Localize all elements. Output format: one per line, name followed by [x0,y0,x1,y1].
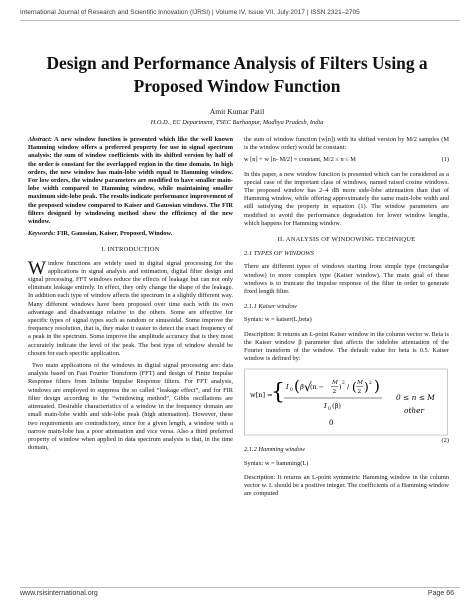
window-sum-paragraph: the sum of window function (w[n]) with its shifted version by M/2 samples (M is the window order) would be constant: [244,136,449,152]
section-heading-introduction: I. INTRODUCTION [101,246,160,254]
section-heading-analysis: II. ANALYSIS OF WINDOWING TECHNIQUE [277,236,416,244]
formula-condition-2: other [404,406,425,416]
formula-paren-open-2: ( [352,380,357,395]
formula-m-num-2: M [357,380,363,387]
formula-big-paren-close: ) [374,377,380,396]
header-divider [20,20,460,21]
formula-i0-bottom-sub: 0 [328,407,331,413]
equation-1-body: w [n] + w [n- M/2] = constant, M/2 ≤ n ≤ M [244,156,356,164]
formula-beta: β [300,383,304,392]
author-name: Amit Kumar Patil [209,107,265,116]
formula-slash: / [347,383,350,392]
right-column [244,136,449,502]
formula-left-brace: { [271,380,285,406]
formula-zero-case: 0 [329,419,334,428]
formula-m-num: M [332,380,338,387]
kaiser-formula [244,367,449,445]
abstract-label: Abstract: [28,136,52,143]
intro-paragraph-2: Two main applications of the windows in digital signal processing are: data analysis based on Fast Fourier Transform (FFT) and design of Finite Impulse Response filters from Infinite Impulse Response filters. For FFT analysis, windows are employed to suppress the so called “leakage effect”, and for FIR filter design according to the “windowing method”, Gibbs oscillations are attenuated. Desirable characteristics of a window in the frequency domain are small main-lobe width and side-lobe peak (high attenuation). However, these two requirements are contradictory, since for a given length, a window with a narrow main-lobe has a poor attenuation and vice versa. Also a third preferred property of window when applied in data spectrum analysis is that, in the time domain, [28,362,233,452]
formula-i0-top-sub: 0 [290,388,293,394]
intro-paragraph-1-text: indow functions are widely used in digital signal processing for the applications in signal analysis and estimation, digital filter design and signal processing. FFT windows reduce the effects of leakage but can not only eliminate leakage entirely. In effect, they only change the shape of the leakage. In addition each type of window affects the spectrum in a slightly different way. Many different windows have been proposed over time each with its own advantage and disadvantage relative to the others. Some are effective for specific types of signal types such as random or sinusoidal. Some improve the frequency resolution, that is, they make it easier to detect the exact frequency of a peak in the spectrum. Some improve the amplitude accuracy that is they most accurately indicate the level of the peak. The best type of window should be chosen for each specific application. [28,259,233,357]
keywords-text: FIR, Gaussian, Kaiser, Proposed, Window. [55,230,173,238]
footer-page-number: Page 66 [427,590,454,597]
paper-title [30,52,444,98]
equation-2-number: (2) [441,437,449,445]
journal-header: International Journal of Research and Scientific Innovation (IJRSI) | Volume IV, Issue VII, July 2017 | ISSN 2321–2705 [20,9,360,16]
hamming-description: Description: It returns an L-point symmetric Hamming window in the column vector w. L should be a positive integer. The coefficients of a Hamming window are computed [244,473,449,498]
subsection-heading-kaiser: 2.1.1 Kaiser window [244,303,297,311]
formula-i0-bottom: I [324,402,327,411]
formula-two-den-2: 2 [357,389,362,396]
title-line-1: Design and Performance Analysis of Filters Using a [46,53,428,73]
formula-two-den: 2 [332,389,337,396]
formula-big-paren-open: ( [294,377,300,396]
proposed-window-paragraph: In this paper, a new window function is presented which can be considered as a special case of the important class of windows, named raised cosine windows. The proposed window has 2–4 dB more side-lobe attenuation than that of Hamming window, while offering approximately the same main-lobe width and still satisfying the property in equation (1). The window parameters are modified to avoid the performance degradation for lower window lengths, which happens for Hamming window. [244,170,449,227]
formula-sqrt-paren-open: √ [304,380,312,395]
footer-divider [20,587,460,588]
intro-paragraph-1 [28,257,233,358]
kaiser-syntax: Syntax: w = kaiser(L,beta) [244,316,312,324]
footer-url[interactable]: www.rsisinternational.org [20,590,98,597]
kaiser-formula-graphic [244,367,449,439]
abstract [28,136,233,226]
keywords [28,230,233,238]
formula-lhs: w[n] = [250,391,273,400]
hamming-syntax: Syntax: w = hamming(L) [244,459,309,467]
formula-square: 2 [342,381,345,387]
formula-i0-top: I [286,383,289,392]
left-column [28,136,233,456]
formula-inner-close: ) [339,383,342,392]
author-affiliation: H.O.D., EC Department, TSEC Burhanpur, Madhya Pradesh, India [150,119,324,126]
abstract-text: A new window function is presented which like the well known Hamming window offers a preferred property for use in signal spectrum analysis: the sum of window coefficients with its shifted version by half of the order is constant for the overlapped region in the time domain. In high orders, the new window has main-lobe width equal to Hamming window. For low orders, the window parameters are modified to have smaller main-lobe width compared to Hamming window, while maintaining smaller maximum side-lobe peak. The results indicate performance improvement of the proposed window compared to Kaiser and Gaussian windows. The FIR filters designed by windowing method show the efficiency of the new window. [28,136,233,226]
subsection-heading-hamming: 2.1.2 Hamming window [244,446,306,454]
formula-paren-close-2: ) [364,380,369,395]
equation-1-number: (1) [441,156,449,164]
drop-cap: W [28,257,46,279]
keywords-label: Keywords: [28,230,56,238]
kaiser-description: Description: It returns an L-point Kaiser window in the column vector w. Beta is the Kaiser window β parameter that affects the sidelobe attenuation of the Fourier transform of the window. The default value for beta is 0.5. Kaiser window is defined by: [244,330,449,363]
formula-square-2: 2 [369,381,372,387]
formula-beta-bottom: (β) [332,402,341,411]
subsection-heading-types: 2.1 TYPES OF WINDOWS [244,250,315,258]
types-paragraph: There are different types of windows starting from simple type (rectangular window) to more complex type (Kaiser window). The main goal of these windows is to truncate the impulse response of the filter in order to generate fixed length filter. [244,263,449,296]
formula-condition-1: 0 ≤ n ≤ M [396,393,435,403]
equation-1 [244,156,449,164]
formula-inner: (n − [310,383,324,392]
title-line-2: Proposed Window Function [133,76,341,96]
